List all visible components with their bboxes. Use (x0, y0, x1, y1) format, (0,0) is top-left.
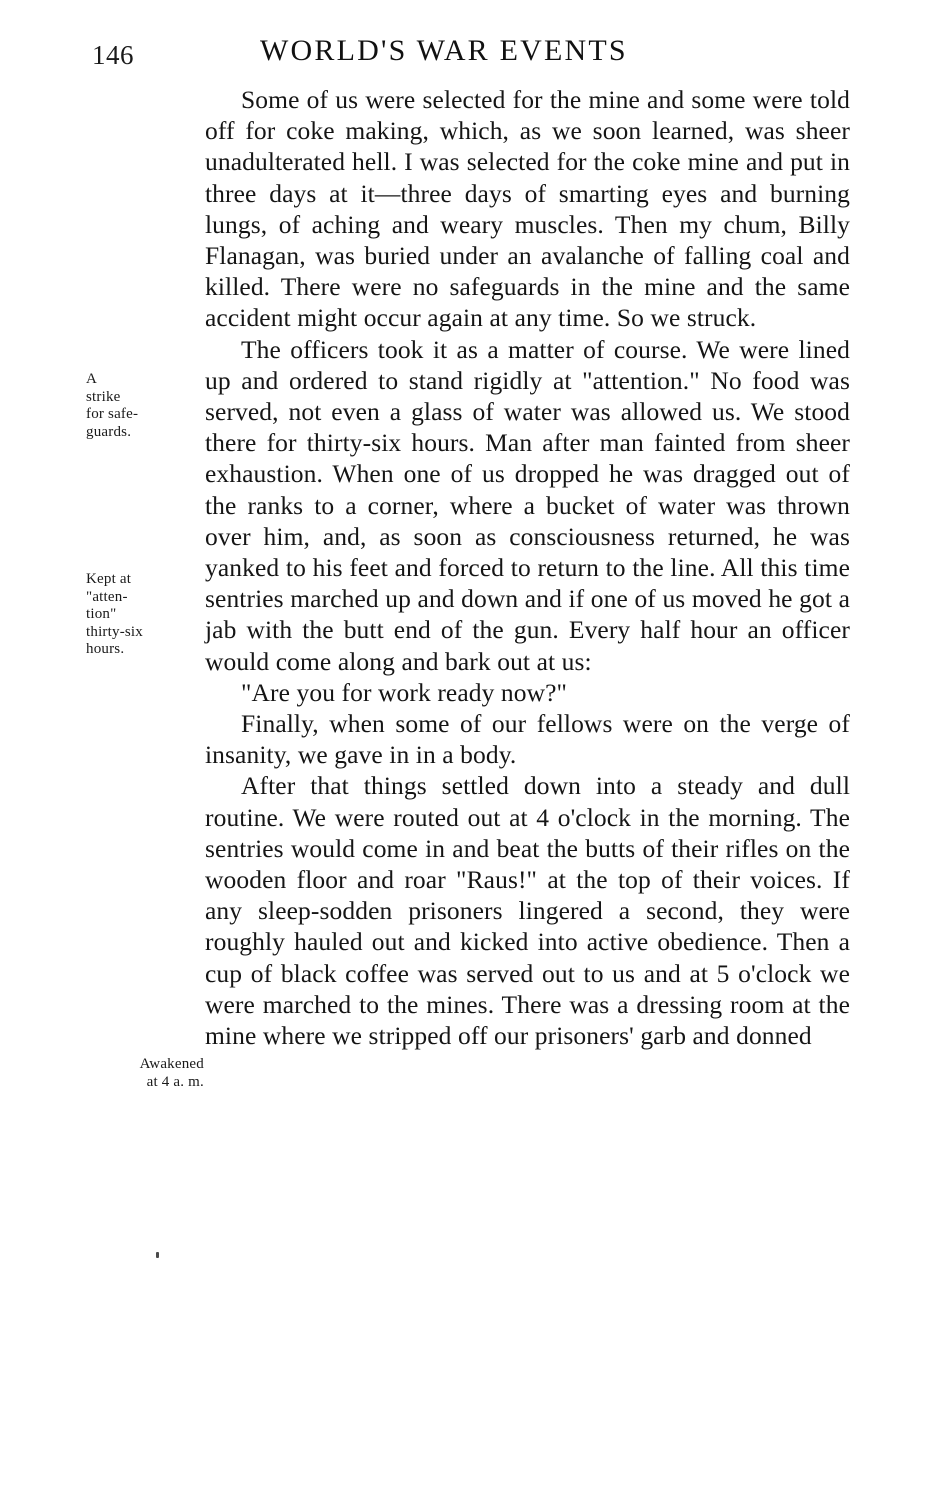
page-number: 146 (92, 40, 134, 70)
sidenote-line: Kept at (86, 571, 132, 587)
text-column (205, 84, 850, 1051)
paragraph: The officers took it as a matter of course. We were lined up and ordered to stand rigidly at "attention." No food was served, not even a glass of water was allowed us. We stood there for thirty-six hours. Man after man fainted from sheer exhaustion. When one of us dropped he was dragged out of the ranks to a corner, where a bucket of water was thrown over him, and, as soon as consciousness returned, he was yanked to his feet and forced to return to the line. All this time sentries marched up and down and if one of us moved he got a jab with the butt end of the gun. Every half hour an officer would come along and bark out at us: (205, 334, 850, 676)
sidenote-line: strike (86, 388, 121, 405)
page-header (80, 26, 860, 78)
sidenote-line: Awakened (139, 1056, 204, 1072)
sidenote-strike-for-safeguards (86, 371, 206, 441)
paragraph-quote: "Are you for work ready now?" (241, 677, 568, 707)
sidenote-line: thirty-six (86, 623, 143, 640)
sidenote-kept-at-attention (86, 571, 206, 659)
sidenote-line: A (86, 371, 98, 387)
paragraph: After that things settled down into a steady and dull routine. We were routed out at 4 o'clock in the morning. The sentries would come in and beat the butts of their rifles on the wooden floor and roar "Raus!" at the top of their voices. If any sleep-sodden prisoners lingered a second, they were roughly hauled out and kicked into active obedience. Then a cup of black coffee was served out to us and at 5 o'clock we were marched to the mines. There was a dressing room at the mine where we stripped off our prisoners' garb and donned (205, 771, 850, 1051)
ink-speck (156, 1252, 159, 1258)
running-head-title: WORLD'S WAR EVENTS (260, 34, 628, 67)
sidenote-line: guards. (86, 423, 132, 440)
sidenote-line: hours. (86, 641, 125, 657)
page-body (80, 84, 860, 1090)
sidenote-awakened-at-4am (86, 1056, 204, 1091)
sidenote-line: tion" (86, 606, 117, 622)
paragraph: Finally, when some of our fellows were on the verge of insanity, we gave in in a body. (205, 709, 850, 770)
sidenote-line: "atten- (86, 588, 128, 605)
sidenote-line: at 4 a. m. (146, 1073, 204, 1090)
sidenote-line: for safe- (86, 406, 139, 422)
paragraph: Some of us were selected for the mine and some were told off for coke making, which, as we soon learned, was sheer unadulterated hell. I was selected for the coke mine and put in three days at it—three days of smarting eyes and burning lungs, of aching and weary muscles. Then my chum, Billy Flanagan, was buried under an avalanche of falling coal and killed. There were no safeguards in the mine and the same accident might occur again at any time. So we struck. (205, 85, 850, 333)
